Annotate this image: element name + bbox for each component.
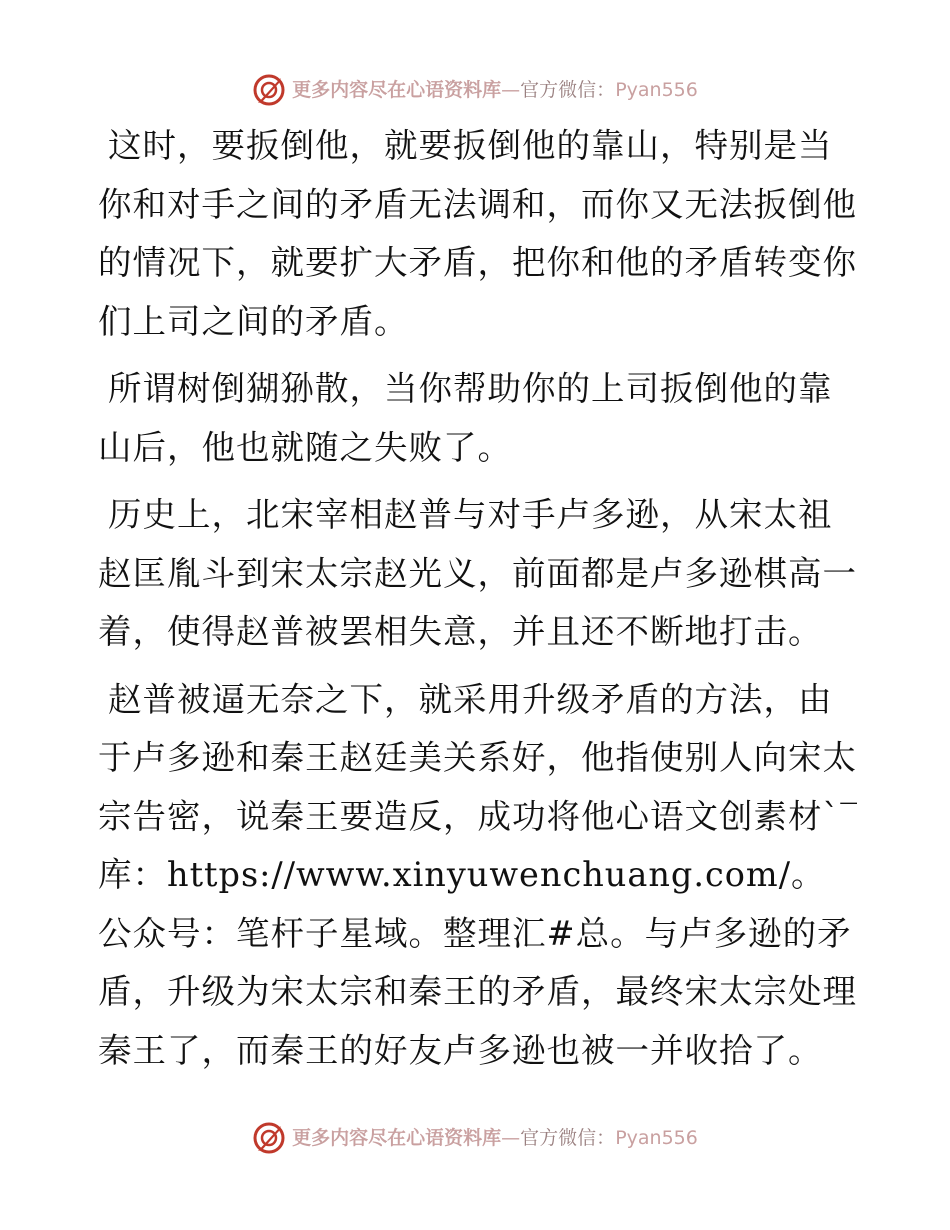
- paragraph-text: 赵普被逼无奈之下，就采用升级矛盾的方法，由于卢多逊和秦王赵廷美关系好，他指使别人向宋太宗告密，说秦王要造反，成功将他心语文创素材`‾库：https://www.xinyuwenchuang.com/。公众号：笔杆子星域。整理汇#总。与卢多逊的矛盾，升级为宋太宗和秦王的矛盾，最终宋太宗处理秦王了，而秦王的好友卢多逊也被一并收拾了。: [98, 679, 858, 1070]
- banner-wechat-label: 官方微信：: [520, 1126, 616, 1149]
- banner-promo-text: 更多内容尽在心语资料库: [292, 1126, 502, 1149]
- paragraph-1: [98, 117, 858, 351]
- header-banner: [0, 70, 950, 110]
- banner-promo-text: 更多内容尽在心语资料库: [292, 78, 502, 101]
- banner-dash: —: [501, 78, 521, 101]
- document-body: [98, 117, 858, 1089]
- paragraph-2: [98, 360, 858, 477]
- banner-wechat-id: Pyan556: [615, 1126, 698, 1149]
- paragraph-text: 所谓树倒猢狲散，当你帮助你的上司扳倒他的靠山后，他也就随之失败了。: [98, 369, 833, 467]
- banner-dash: —: [501, 1126, 521, 1149]
- paragraph-4: [98, 671, 858, 1081]
- banner-wechat-label: 官方微信：: [520, 78, 616, 101]
- banner-wechat-id: Pyan556: [615, 78, 698, 101]
- paragraph-3: [98, 486, 858, 662]
- quill-pen-logo-icon: [252, 73, 286, 107]
- footer-banner: [0, 1118, 950, 1158]
- paragraph-text: 这时，要扳倒他，就要扳倒他的靠山，特别是当你和对手之间的矛盾无法调和，而你又无法扳倒他的情况下，就要扩大矛盾，把你和他的矛盾转变你们上司之间的矛盾。: [98, 126, 857, 341]
- quill-pen-logo-icon: [252, 1121, 286, 1155]
- paragraph-text: 历史上，北宋宰相赵普与对手卢多逊，从宋太祖赵匡胤斗到宋太宗赵光义，前面都是卢多逊棋高一着，使得赵普被罢相失意，并且还不断地打击。: [98, 495, 857, 651]
